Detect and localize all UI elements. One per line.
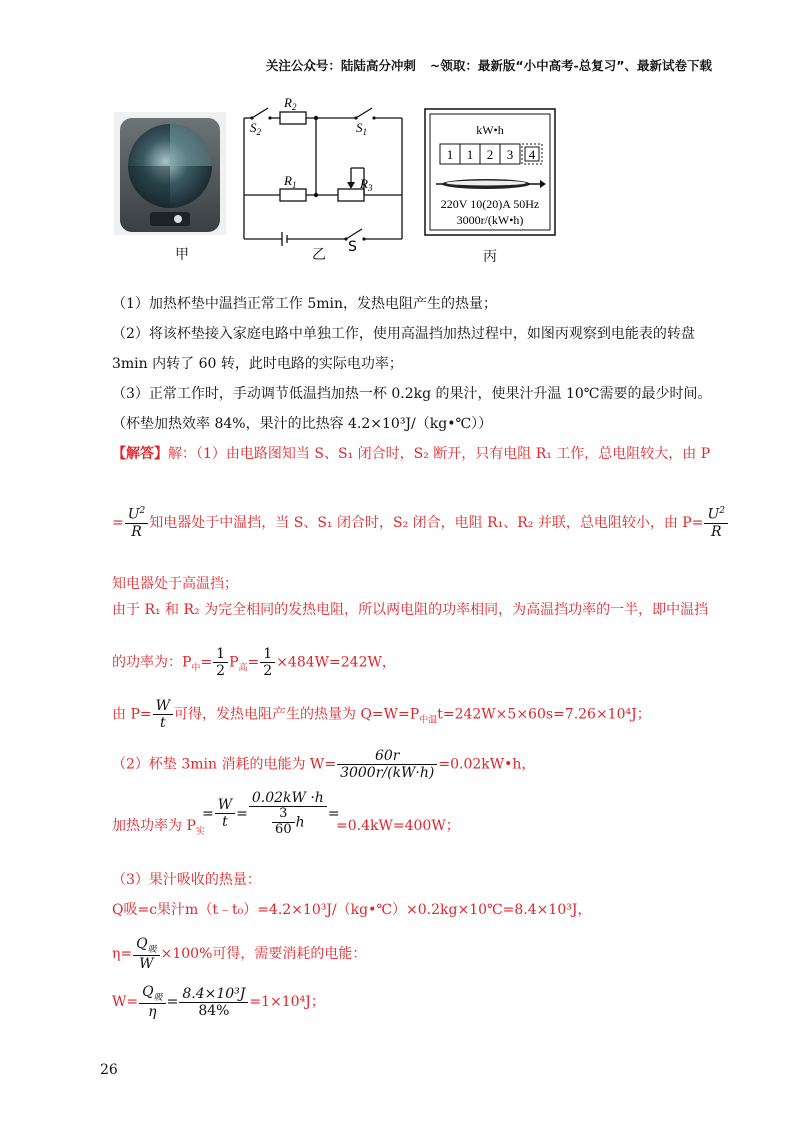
answer-line-11 bbox=[112, 936, 366, 972]
svg-text:S1 bbox=[356, 120, 367, 137]
caption-jia: 甲 bbox=[175, 247, 189, 263]
fraction-w-over-t-2: $\frac{W}{t}$ bbox=[215, 797, 235, 830]
label-s1: S bbox=[356, 120, 363, 135]
fraction-energy-num: 60r bbox=[337, 748, 437, 765]
fraction-energy-needed-num: 8.4×10³J bbox=[179, 986, 248, 1003]
page-number: 26 bbox=[100, 1062, 118, 1078]
label-r2-sub: 2 bbox=[291, 102, 297, 112]
sub-high: 高 bbox=[238, 663, 248, 674]
fraction-energy bbox=[337, 748, 437, 781]
answer-text-8b: =0.4kW=400W； bbox=[336, 818, 460, 834]
answer-tag: 【解答】 bbox=[112, 446, 168, 462]
answer-line-10: Q吸=c果汁m（t﹣t₀）=4.2×10³J/（kg•℃）×0.2kg×10℃=8.4×10³J， bbox=[112, 902, 592, 918]
answer-text-5b: = bbox=[200, 654, 213, 671]
meter-digit-1: 1 bbox=[446, 147, 454, 162]
label-r3-sub: 3 bbox=[367, 183, 373, 193]
answer-line-4: 由于 R₁ 和 R₂ 为完全相同的发热电阻，所以两电阻的功率相同，为高温挡功率的一半，即中温挡 bbox=[112, 602, 709, 618]
question-2-cont: 3min 内转了 60 转，此时电路的实际电功率； bbox=[112, 356, 403, 372]
sub-midtemp: 中温 bbox=[419, 715, 438, 726]
page-header bbox=[0, 56, 800, 74]
answer-text-1: 解：（1）由电路图知当 S、S₁ 闭合时，S₂ 断开，只有电阻 R₁ 工作，总电阻较大，由 P bbox=[168, 446, 711, 462]
question-3-note: （杯垫加热效率 84%，果汁的比热容 4.2×10³J/（kg•℃）） bbox=[112, 416, 493, 432]
caption-bing: 丙 bbox=[483, 249, 497, 265]
sub-mid: 中 bbox=[191, 663, 201, 674]
answer-text-5e: ×484W=242W， bbox=[276, 654, 396, 671]
answer-line-6 bbox=[112, 698, 651, 731]
answer-text-6a: 由 P= bbox=[112, 706, 152, 723]
label-s1-sub: 1 bbox=[362, 127, 367, 137]
question-2: （2）将该杯垫接入家庭电路中单独工作，使用高温挡加热过程中，如图丙观察到电能表的转盘 bbox=[112, 326, 695, 342]
fraction-power: 0.02kW ·h $\frac{3}{60}$ h bbox=[249, 790, 327, 838]
power-formula: = $\frac{W}{t}$ = 0.02kW ·h $\frac{3}{60}$ h = bbox=[202, 790, 340, 838]
label-r1-sub: 1 bbox=[291, 180, 297, 190]
answer-line-12: W= $\frac{Q_吸}{\eta}$ = $\frac{\text{8.4×10³J}}{84\%}$ =1×10⁴J； bbox=[112, 984, 325, 1021]
meter-digit-4: 3 bbox=[506, 147, 514, 162]
answer-text-8a: 加热功率为 P bbox=[112, 818, 196, 834]
answer-line-7 bbox=[112, 748, 535, 781]
header-right: ~领取：最新版“小中高考-总复习”、最新试卷下载 bbox=[429, 58, 712, 73]
answer-line-9: （3）果汁吸收的热量： bbox=[112, 872, 261, 888]
label-r3: R bbox=[360, 176, 368, 191]
answer-text-5c: P bbox=[229, 654, 239, 671]
fraction-half-2: $\frac{1}{2}$ bbox=[260, 646, 275, 679]
answer-text-12b: =1×10⁴J； bbox=[249, 994, 325, 1011]
svg-text:R3 bbox=[359, 176, 373, 193]
meter-digit-5: 4 bbox=[528, 147, 536, 162]
answer-line-1 bbox=[112, 444, 710, 464]
answer-text-5d: = bbox=[247, 654, 260, 671]
fraction-w-over-t: $\frac{W}{t}$ bbox=[153, 698, 173, 731]
fraction-q-over-eta: $\frac{Q_吸}{\eta}$ bbox=[139, 984, 166, 1020]
electricity-meter bbox=[424, 108, 556, 236]
caption-yi: 乙 bbox=[312, 247, 326, 263]
answer-text-5a: 的功率为：P bbox=[112, 654, 192, 671]
meter-digit-2: 1 bbox=[466, 147, 474, 162]
question-1: （1）加热杯垫中温挡正常工作 5min，发热电阻产生的热量； bbox=[112, 296, 498, 312]
meter-spec: 220V 10(20)A 50Hz bbox=[440, 197, 540, 211]
answer-line-8 bbox=[112, 816, 205, 842]
answer-text-7a: （2）杯垫 3min 消耗的电能为 W= bbox=[112, 756, 337, 773]
answer-eq-sign: = bbox=[112, 514, 124, 531]
fraction-energy-den: 3000r/(kW·h) bbox=[340, 765, 435, 782]
meter-digit-3: 2 bbox=[486, 147, 494, 162]
svg-text:R2 bbox=[283, 95, 297, 112]
answer-line-2 bbox=[112, 506, 729, 540]
fraction-u2-over-r-2: $\frac{U^2}{R}$ bbox=[704, 506, 728, 540]
answer-text-11b: ×100%可得，需要消耗的电能： bbox=[160, 946, 367, 963]
answer-line-3: 知电器处于高温挡； bbox=[112, 576, 238, 592]
svg-text:R1 bbox=[283, 173, 296, 190]
header-left: 关注公众号：陆陆高分冲刺 bbox=[265, 58, 416, 73]
fraction-half: $\frac{1}{2}$ bbox=[213, 646, 228, 679]
label-s2: S bbox=[250, 120, 257, 135]
label-r1: R bbox=[284, 173, 292, 188]
answer-text-2: 知电器处于中温挡，当 S、S₁ 闭合时，S₂ 闭合，电阻 R₁、R₂ 并联，总电阻较小，由 P= bbox=[149, 514, 704, 531]
fraction-energy-needed-den: 84% bbox=[198, 1002, 230, 1019]
label-s: S bbox=[348, 239, 357, 252]
fraction-u2-over-r: $\frac{U^2}{R}$ bbox=[125, 506, 149, 540]
meter-rev: 3000r/(kW•h) bbox=[456, 213, 524, 227]
sub-actual: 实 bbox=[195, 826, 205, 837]
answer-line-5 bbox=[112, 646, 396, 679]
answer-text-12a: W= bbox=[112, 994, 139, 1011]
answer-text-6c: t=242W×5×60s=7.26×10⁴J； bbox=[437, 706, 651, 723]
fraction-q-over-w: $\frac{Q_吸}{W}$ bbox=[133, 936, 160, 972]
circuit-diagram bbox=[236, 92, 414, 252]
meter-unit: kW•h bbox=[476, 123, 504, 137]
answer-text-6b: 可得，发热电阻产生的热量为 Q=W=P bbox=[174, 706, 420, 723]
answer-text-11a: η= bbox=[112, 946, 133, 963]
label-s2-sub: 2 bbox=[256, 127, 261, 137]
fraction-energy-needed bbox=[179, 986, 248, 1019]
label-r2: R bbox=[284, 95, 292, 110]
answer-text-7b: =0.02kW•h， bbox=[438, 756, 536, 773]
svg-text:S2 bbox=[250, 120, 262, 137]
cup-warmer-photo bbox=[114, 112, 226, 235]
question-3: （3）正常工作时，手动调节低温挡加热一杯 0.2kg 的果汁，使果汁升温 10℃需要的最少时间。 bbox=[112, 386, 712, 402]
